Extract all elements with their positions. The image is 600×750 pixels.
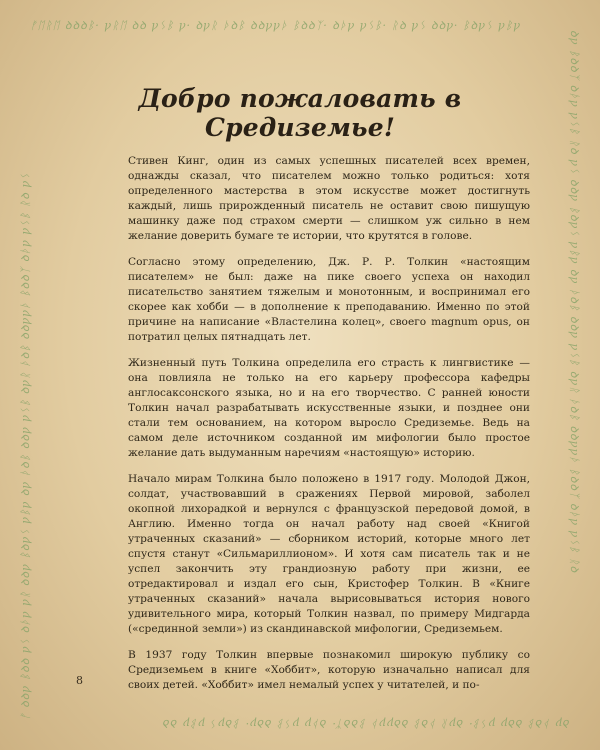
paragraph: Жизненный путь Толкина определила его страсть к лингвистике — она повлияла не только на его карьеру профессора кафедры англосаксонского языка, но и на его творчество. С ранней юности Толкин начал разрабатывать искусственные языки, и позднее они стали тем основанием, на котором выросло Средиземье. Ведь на самом деле источником созданной им мифологии было простое желание дать выдуманным наречиям «настоящую» историю. (128, 357, 530, 459)
paragraph: Согласно этому определению, Дж. Р. Р. Толкин «настоящим писателем» не был: даже на пике своего успеха он находил писательство занятием тяжелым и монотонным, и воспринимал его скорее как хобби — в дополнение к преподаванию. Именно по этой причине на написание «Властелина колец», своего magnum opus, он потратил целых пятнадцать лет. (128, 256, 530, 343)
paragraph: В 1937 году Толкин впервые познакомил широкую публику со Средиземьем в книге «Хоббит», которую изначально написал для своих детей. «Хоббит» имел немалый успех у читателей, и по- (128, 649, 530, 691)
page-number: 8 (76, 674, 83, 687)
paragraph: Стивен Кинг, один из самых успешных писателей всех времен, однажды сказал, что писателем можно только родиться: хотя определенного мастерства в этом искусстве может достигнуть каждый, лишь прирожденный писатель не оставит свою пишущую машинку даже под страхом смерти — слишком уж сильно в нем желание доверить бумаге те истории, что крутятся в голове. (128, 155, 530, 242)
page-content (70, 70, 530, 710)
paragraph: Начало мирам Толкина было положено в 1917 году. Молодой Джон, солдат, участвовавший в сражениях Первой мировой, заболел окопной лихорадкой и вернулся с французской передовой домой, в Англию. Именно тогда он начал работу над своей «Книгой утраченных сказаний» — сборником историй, которые много лет спустя станут «Сильмариллионом». И хотя сам писатель так и не успел закончить эту грандиозную работу при жизни, ее отредактировал и издал его сын, Кристофер Толкин. В «Книге утраченных сказаний» начала вырисовываться история нового удивительного мира, который Толкин назвал, по примеру Мидгарда («срединной земли») из скандинавской мифологии, Средиземьем. (128, 473, 530, 635)
runic-border-top: ᚠᛖᚱᛖ ꝺꝺꝺᛒ· ꝩᚱᛖ ꝺꝺ ꝩᛊᛒ ꝩ· ꝺꝩᚱ ᚦꝺᛒ ꝺꝺꝩꝩᚦ ᛒꝺꝺᛉ· ꝺᚦꝩ ꝩᛊᛒ· ᚱꝺ ꝩᛊ ꝺꝺꝩ· ᛒꝺꝩᛊ ꝩᛒꝩ (30, 19, 521, 32)
runic-border-right: ꝺꝩ ᛒꝺꝺᛉ ꝺᚦꝩ ꝩᛊᛒ ᚱꝺ ꝩᛊ ꝺꝺꝩ ᛒꝺꝩᛊ ꝩᛒꝩ ꝺꝩ ᚦꝺᛒ ꝺꝺꝩ ꝩᛊᛒ ꝺꝩᚱ ᚦꝺᛒ ꝺꝺꝩꝩᚦ ᛒꝺꝺᛉ ꝺᚦꝩ ꝩᛊᛒ ᚱꝺ (568, 30, 581, 574)
runic-border-bottom: ꝺꝩ ᚦꝺᛒ ꝺꝺꝩ ꝩᛊᛒ· ꝺꝩᚱ ᚦꝺᛒ ꝺꝺꝩꝩᚦ ᛒꝺꝺᛉ· ꝺᚦꝩ ꝩᛊᛒ ꝺꝺꝩ· ᛒꝺꝩᛊ ꝩᛒꝩ ꝺꝺ (162, 717, 570, 730)
body-text (128, 154, 530, 704)
page-title: Добро пожаловать в Средиземье! (138, 84, 462, 142)
runic-border-left: ᚠ ꝺꝺꝩ ᛒꝺꝺ ꝩᛊ ꝺᚦꝩ ꝩᚱ ꝺꝺꝩ ᛒꝺꝩᛊ ꝩᛒꝩ ꝺꝩ ᚦꝺᛒ ꝺꝺꝩ ꝩᛊᛒ ꝺꝩᚱ ᚦꝺᛒ ꝺꝺꝩꝩᚦ ᛒꝺꝺᛉ ꝺᚦꝩ ꝩᛊᛒ ᚱꝺ ꝩᛊ (19, 172, 32, 720)
